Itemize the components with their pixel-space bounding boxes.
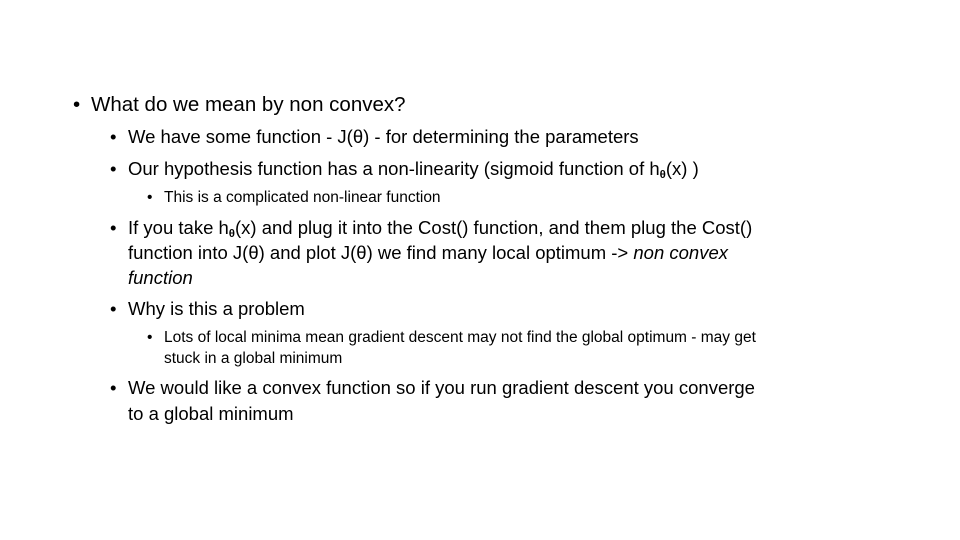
bullet-text-level2 [128, 217, 752, 241]
text-segment: If you take h [128, 217, 229, 238]
theta-subscript: θ [228, 228, 235, 241]
bullet-text-continuation: stuck in a global minimum [164, 350, 343, 367]
text-segment: function into J(θ) and plot J(θ) we find many local optimum -> [128, 242, 634, 263]
bullet: • [110, 217, 117, 238]
bullet-text-level1: What do we mean by non convex? [91, 93, 406, 116]
text-segment: (x) ) [665, 158, 699, 179]
bullet: • [147, 189, 153, 206]
bullet-text-level3: This is a complicated non-linear function [164, 189, 441, 206]
bullet: • [147, 329, 153, 346]
emphasis-text: function [128, 267, 193, 288]
bullet-text-level2: We would like a convex function so if you run gradient descent you converge [128, 377, 755, 398]
bullet: • [110, 298, 117, 319]
bullet-text-level2 [128, 158, 699, 182]
bullet-text-level2: We have some function - J(θ) - for determining the parameters [128, 126, 639, 147]
bullet: • [110, 126, 117, 147]
bullet-text-continuation: to a global minimum [128, 403, 294, 424]
bullet: • [110, 158, 117, 179]
bullet-text-level2: Why is this a problem [128, 298, 305, 319]
bullet: • [73, 93, 81, 116]
emphasis-text: non convex [633, 242, 729, 263]
bullet-text-continuation [128, 267, 193, 288]
text-segment: Our hypothesis function has a non-linearity (sigmoid function of h [128, 158, 660, 179]
theta-subscript: θ [659, 169, 666, 182]
text-segment: (x) and plug it into the Cost() function, and them plug the Cost() [235, 217, 753, 238]
bullet: • [110, 377, 117, 398]
bullet-text-continuation [128, 242, 728, 263]
bullet-text-level3: Lots of local minima mean gradient descent may not find the global optimum - may get [164, 329, 756, 346]
